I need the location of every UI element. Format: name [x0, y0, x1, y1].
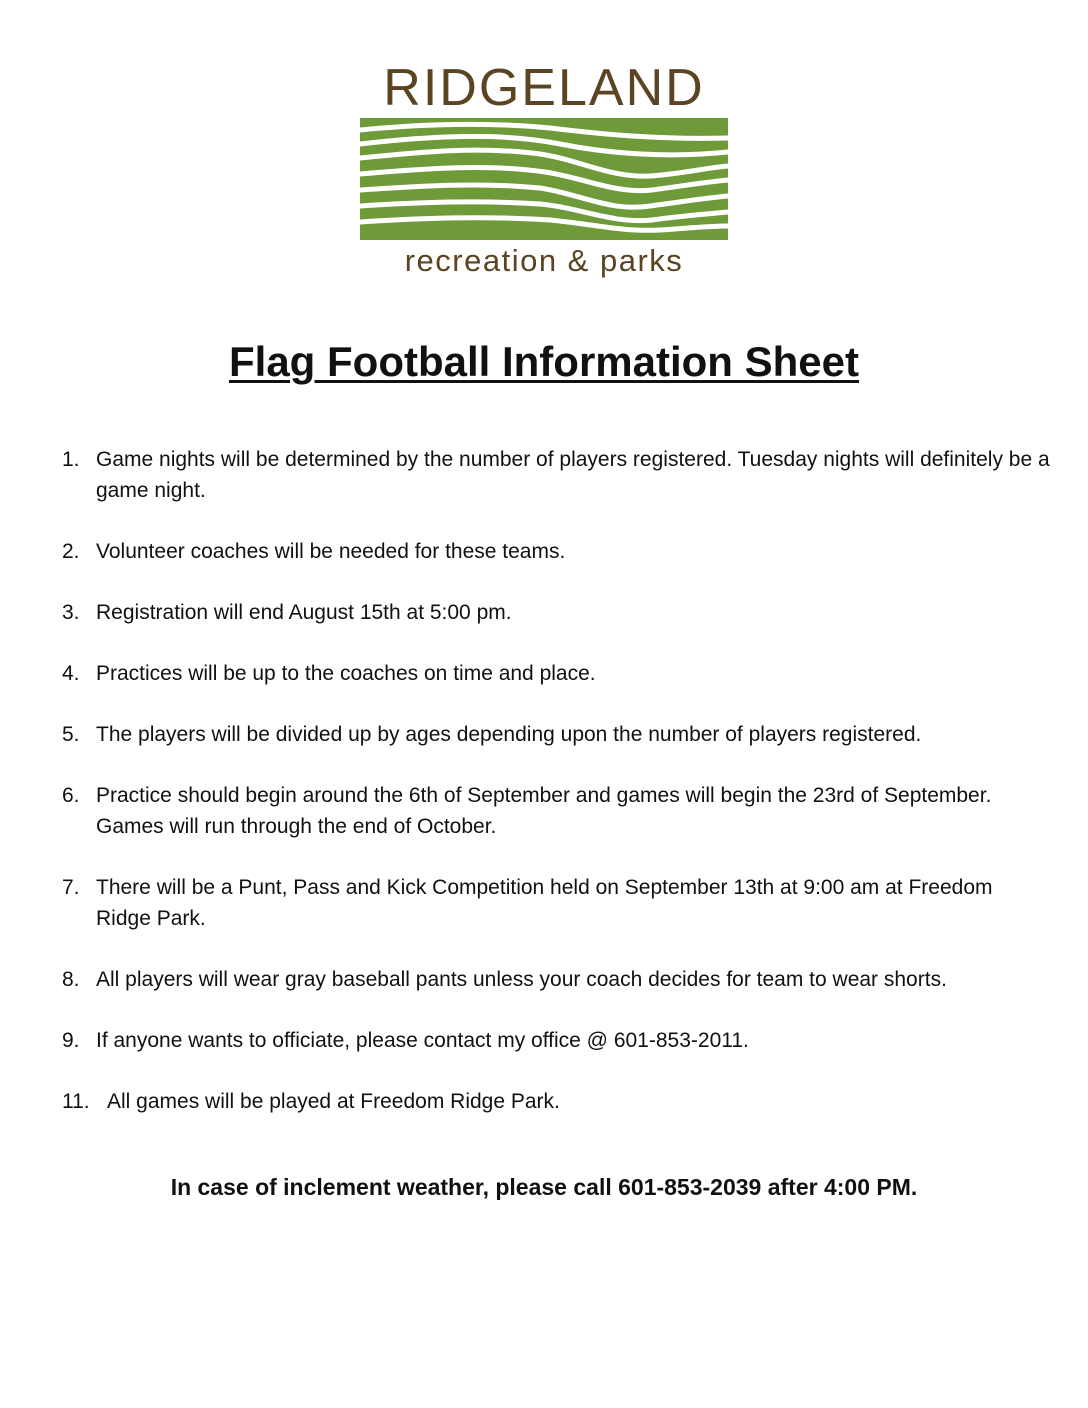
page-title: Flag Football Information Sheet — [229, 338, 859, 385]
list-item — [62, 964, 1052, 995]
list-item — [62, 719, 1052, 750]
item-text: There will be a Punt, Pass and Kick Competition held on September 13th at 9:00 am at Freedom Ridge Park. — [96, 876, 993, 930]
item-number: 7. — [62, 876, 80, 899]
item-number: 9. — [62, 1029, 80, 1052]
weather-notice: In case of inclement weather, please call 601-853-2039 after 4:00 PM. — [170, 1174, 918, 1200]
item-text: If anyone wants to officiate, please contact my office @ 601-853-2011. — [96, 1029, 749, 1052]
list-item — [62, 1086, 1052, 1117]
item-text: Volunteer coaches will be needed for these teams. — [96, 540, 566, 563]
list-item — [62, 597, 1052, 628]
list-item — [62, 444, 1052, 506]
item-text: The players will be divided up by ages depending upon the number of players registered. — [96, 723, 922, 746]
item-text: Practice should begin around the 6th of September and games will begin the 23rd of September. Games will run through the end of October. — [96, 784, 992, 838]
item-text: Practices will be up to the coaches on time and place. — [96, 662, 596, 685]
item-text: All players will wear gray baseball pants unless your coach decides for team to wear shorts. — [96, 968, 947, 991]
item-number: 6. — [62, 784, 80, 807]
info-list — [62, 444, 1052, 1147]
item-number: 3. — [62, 601, 80, 624]
ridgeland-logo — [360, 59, 728, 278]
logo-hills-graphic — [360, 118, 728, 240]
item-number: 4. — [62, 662, 80, 685]
item-number: 8. — [62, 968, 80, 991]
item-number: 1. — [62, 448, 80, 471]
item-number: 2. — [62, 540, 80, 563]
logo-tagline: recreation & parks — [404, 243, 684, 278]
list-item — [62, 1025, 1052, 1056]
item-number: 5. — [62, 723, 80, 746]
logo-wordmark: RIDGELAND — [383, 59, 705, 117]
list-item — [62, 536, 1052, 567]
list-item — [62, 658, 1052, 689]
list-item — [62, 872, 1052, 934]
item-text: Registration will end August 15th at 5:00 pm. — [96, 601, 512, 624]
item-text: All games will be played at Freedom Ridge Park. — [107, 1090, 560, 1113]
list-item — [62, 780, 1052, 842]
item-text: Game nights will be determined by the number of players registered. Tuesday nights will definitely be a game night. — [96, 448, 1050, 502]
item-number: 11. — [62, 1090, 90, 1113]
